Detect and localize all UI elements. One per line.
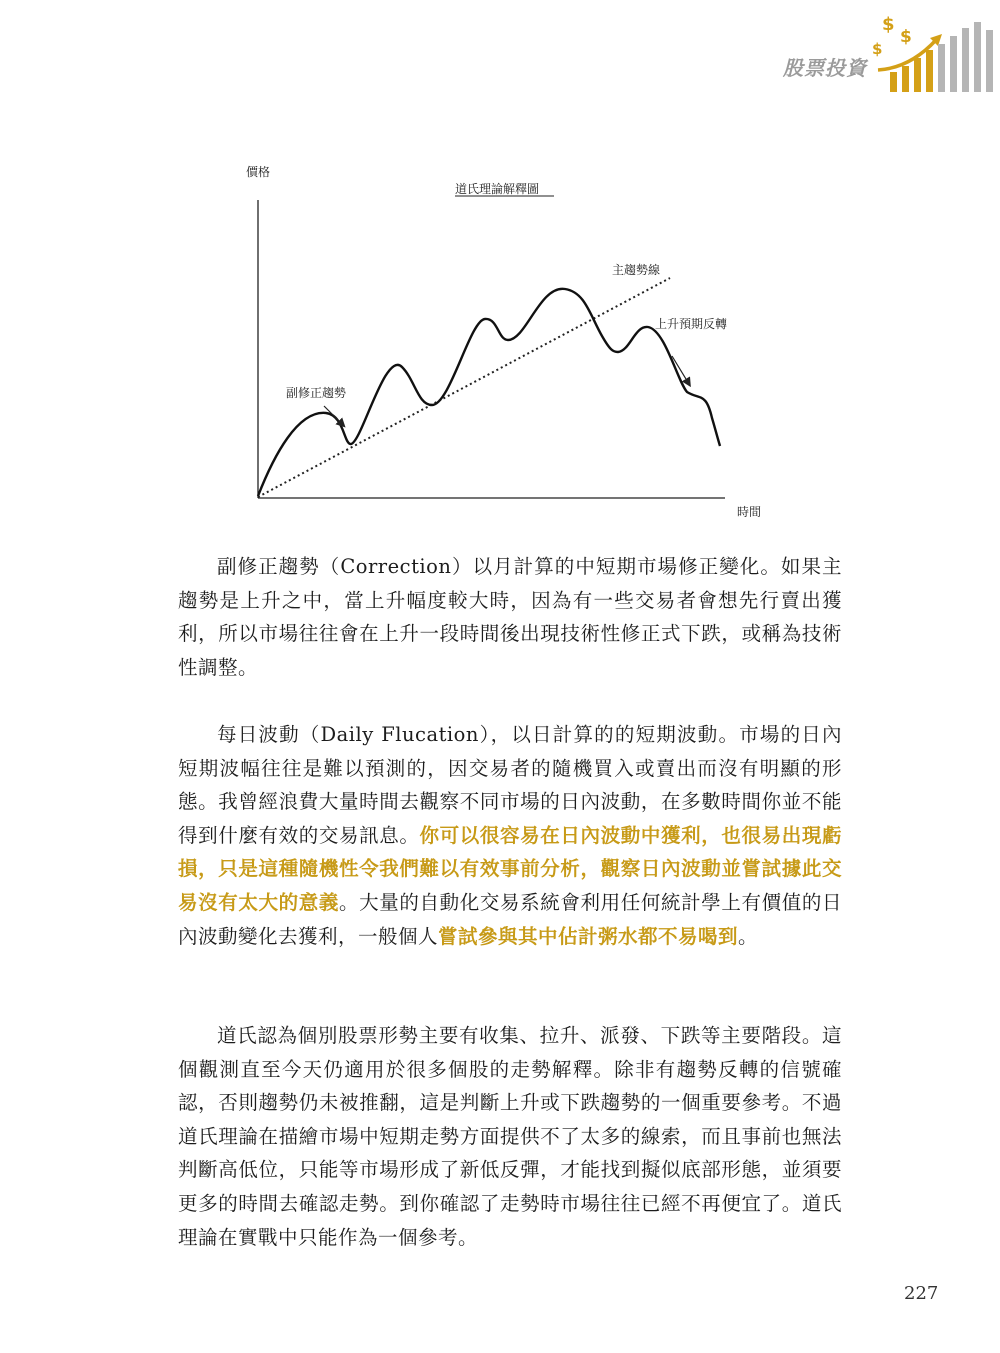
running-header-title: 股票投資 [783, 56, 867, 80]
diagram-title: 道氏理論解釋圖 [455, 182, 540, 196]
highlighted-text: 嘗試參與其中佔計粥水都不易喝到 [438, 924, 739, 948]
page-number: 227 [904, 1283, 939, 1304]
money-growth-bars-icon [870, 8, 1000, 94]
highlighted-text: 你可以很容易在日內波動中獲利，也很易出現虧損，只是這種隨機性令我們難以有效事前分析，觀察日內波動並嘗試據此交易沒有太大的意義 [178, 823, 842, 914]
paragraph-text: 每日波動（Daily Flucation），以日計算的的短期波動。市場的日內短期波幅往往是難以預測的，因交易者的隨機買入或賣出而沒有明顯的形態。我曾經浪費大量時間去觀察不同市場的日內波動，在多數時間你並不能得到什麼有效的交易訊息。 [178, 723, 842, 847]
paragraph-text: 。 [738, 924, 759, 948]
correction-label: 副修正趨勢 [286, 386, 347, 400]
svg-text:$: $ [900, 27, 912, 47]
reversal-label: 上升預期反轉 [655, 317, 728, 331]
x-axis-label: 時間 [737, 505, 762, 519]
paragraph-text: 副修正趨勢（Correction）以月計算的中短期市場修正變化。如果主趨勢是上升之中，當上升幅度較大時，因為有一些交易者會想先行賣出獲利，所以市場往往會在上升一段時間後出現技術性修正式下跌，或稱為技術性調整。 [178, 555, 842, 679]
svg-text:$: $ [882, 14, 895, 35]
dow-theory-diagram [240, 160, 780, 530]
paragraph-daily-fluctuation [178, 718, 842, 953]
paragraph-correction [178, 550, 842, 684]
main-trend-label: 主趨勢線 [612, 263, 661, 277]
paragraph-text: 。大量的自動化交易系統會利用任何統計學上有價值的日內波動變化去獲利，一般個人 [178, 890, 842, 948]
correction-arrow [324, 406, 343, 425]
paragraph-dow-stages [178, 1019, 842, 1254]
svg-text:$: $ [872, 40, 883, 58]
paragraph-text: 道氏認為個別股票形勢主要有收集、拉升、派發、下跌等主要階段。這個觀測直至今天仍適用於很多個股的走勢解釋。除非有趨勢反轉的信號確認，否則趨勢仍未被推翻，這是判斷上升或下跌趨勢的一個重要參考。不過道氏理論在描繪市場中短期走勢方面提供不了太多的線索，而且事前也無法判斷高低位，只能等市場形成了新低反彈，才能找到擬似底部形態，並須要更多的時間去確認走勢。到你確認了走勢時市場往往已經不再便宜了。道氏理論在實戰中只能作為一個參考。 [178, 1024, 842, 1249]
y-axis-label: 價格 [246, 165, 271, 179]
